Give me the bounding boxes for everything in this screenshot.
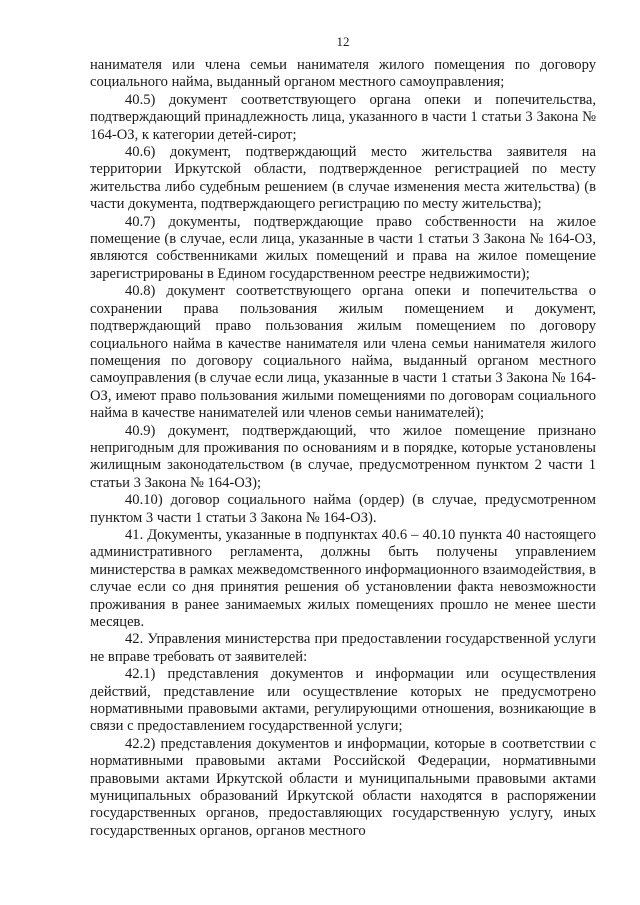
paragraph: 40.6) документ, подтверждающий место жительства заявителя на территории Иркутской области, подтвержденное регистрацией по месту жительства либо судебным решением (в случае изменения места жительства) (в части документа, подтверждающего регистрацию по месту жительства); xyxy=(90,144,596,213)
paragraph: 42. Управления министерства при предоставлении государственной услуги не вправе требовать от заявителей: xyxy=(90,631,596,665)
page-number: 12 xyxy=(336,34,350,49)
document-body xyxy=(90,57,596,840)
paragraph: 40.7) документы, подтверждающие право собственности на жилое помещение (в случае, если лица, указанные в части 1 статьи 3 Закона № 164-ОЗ, являются собственниками жилых помещений и права на жилое помещение зарегистрированы в Едином государственном реестре недвижимости); xyxy=(90,213,596,282)
paragraph: 40.9) документ, подтверждающий, что жилое помещение признано непригодным для проживания по основаниям и в порядке, которые установлены жилищным законодательством (в случае, предусмотренном пунктом 2 части 1 статьи 3 Закона № 164-ОЗ); xyxy=(90,422,596,491)
paragraph: 40.8) документ соответствующего органа опеки и попечительства о сохранении права пользования жилым помещением и документ, подтверждающий право пользования жилым помещением по договору социального найма в качестве нанимателя или члена семьи нанимателя жилого помещения по договору социального найма, выданный органом местного самоуправления (в случае если лица, указанные в части 1 статьи 3 Закона № 164-ОЗ, имеют право пользования жилыми помещениями по договорам социального найма в качестве нанимателей или членов семьи нанимателей); xyxy=(90,283,596,422)
paragraph: 41. Документы, указанные в подпунктах 40.6 – 40.10 пункта 40 настоящего административного регламента, должны быть получены управлением министерства в рамках межведомственного информационного взаимодействия, в случае если со дня принятия решения об установлении факта невозможности проживания в ранее занимаемых жилых помещениях прошло не менее шести месяцев. xyxy=(90,526,596,630)
paragraph: 42.2) представления документов и информации, которые в соответствии с нормативными правовыми актами Российской Федерации, нормативными правовыми актами Иркутской области и муниципальными правовыми актами муниципальных образований Иркутской области находятся в распоряжении государственных органов, предоставляющих государственную услугу, иных государственных органов, органов местного xyxy=(90,735,596,839)
paragraph: 40.5) документ соответствующего органа опеки и попечительства, подтверждающий принадлежность лица, указанного в части 1 статьи 3 Закона № 164-ОЗ, к категории детей-сирот; xyxy=(90,91,596,143)
paragraph: нанимателя или члена семьи нанимателя жилого помещения по договору социального найма, выданный органом местного самоуправления; xyxy=(90,57,596,91)
paragraph: 42.1) представления документов и информации или осуществления действий, представление или осуществление которых не предусмотрено нормативными правовыми актами, регулирующими отношения, возникающие в связи с предоставлением государственной услуги; xyxy=(90,666,596,735)
paragraph: 40.10) договор социального найма (ордер) (в случае, предусмотренном пунктом 3 части 1 статьи 3 Закона № 164-ОЗ). xyxy=(90,492,596,526)
